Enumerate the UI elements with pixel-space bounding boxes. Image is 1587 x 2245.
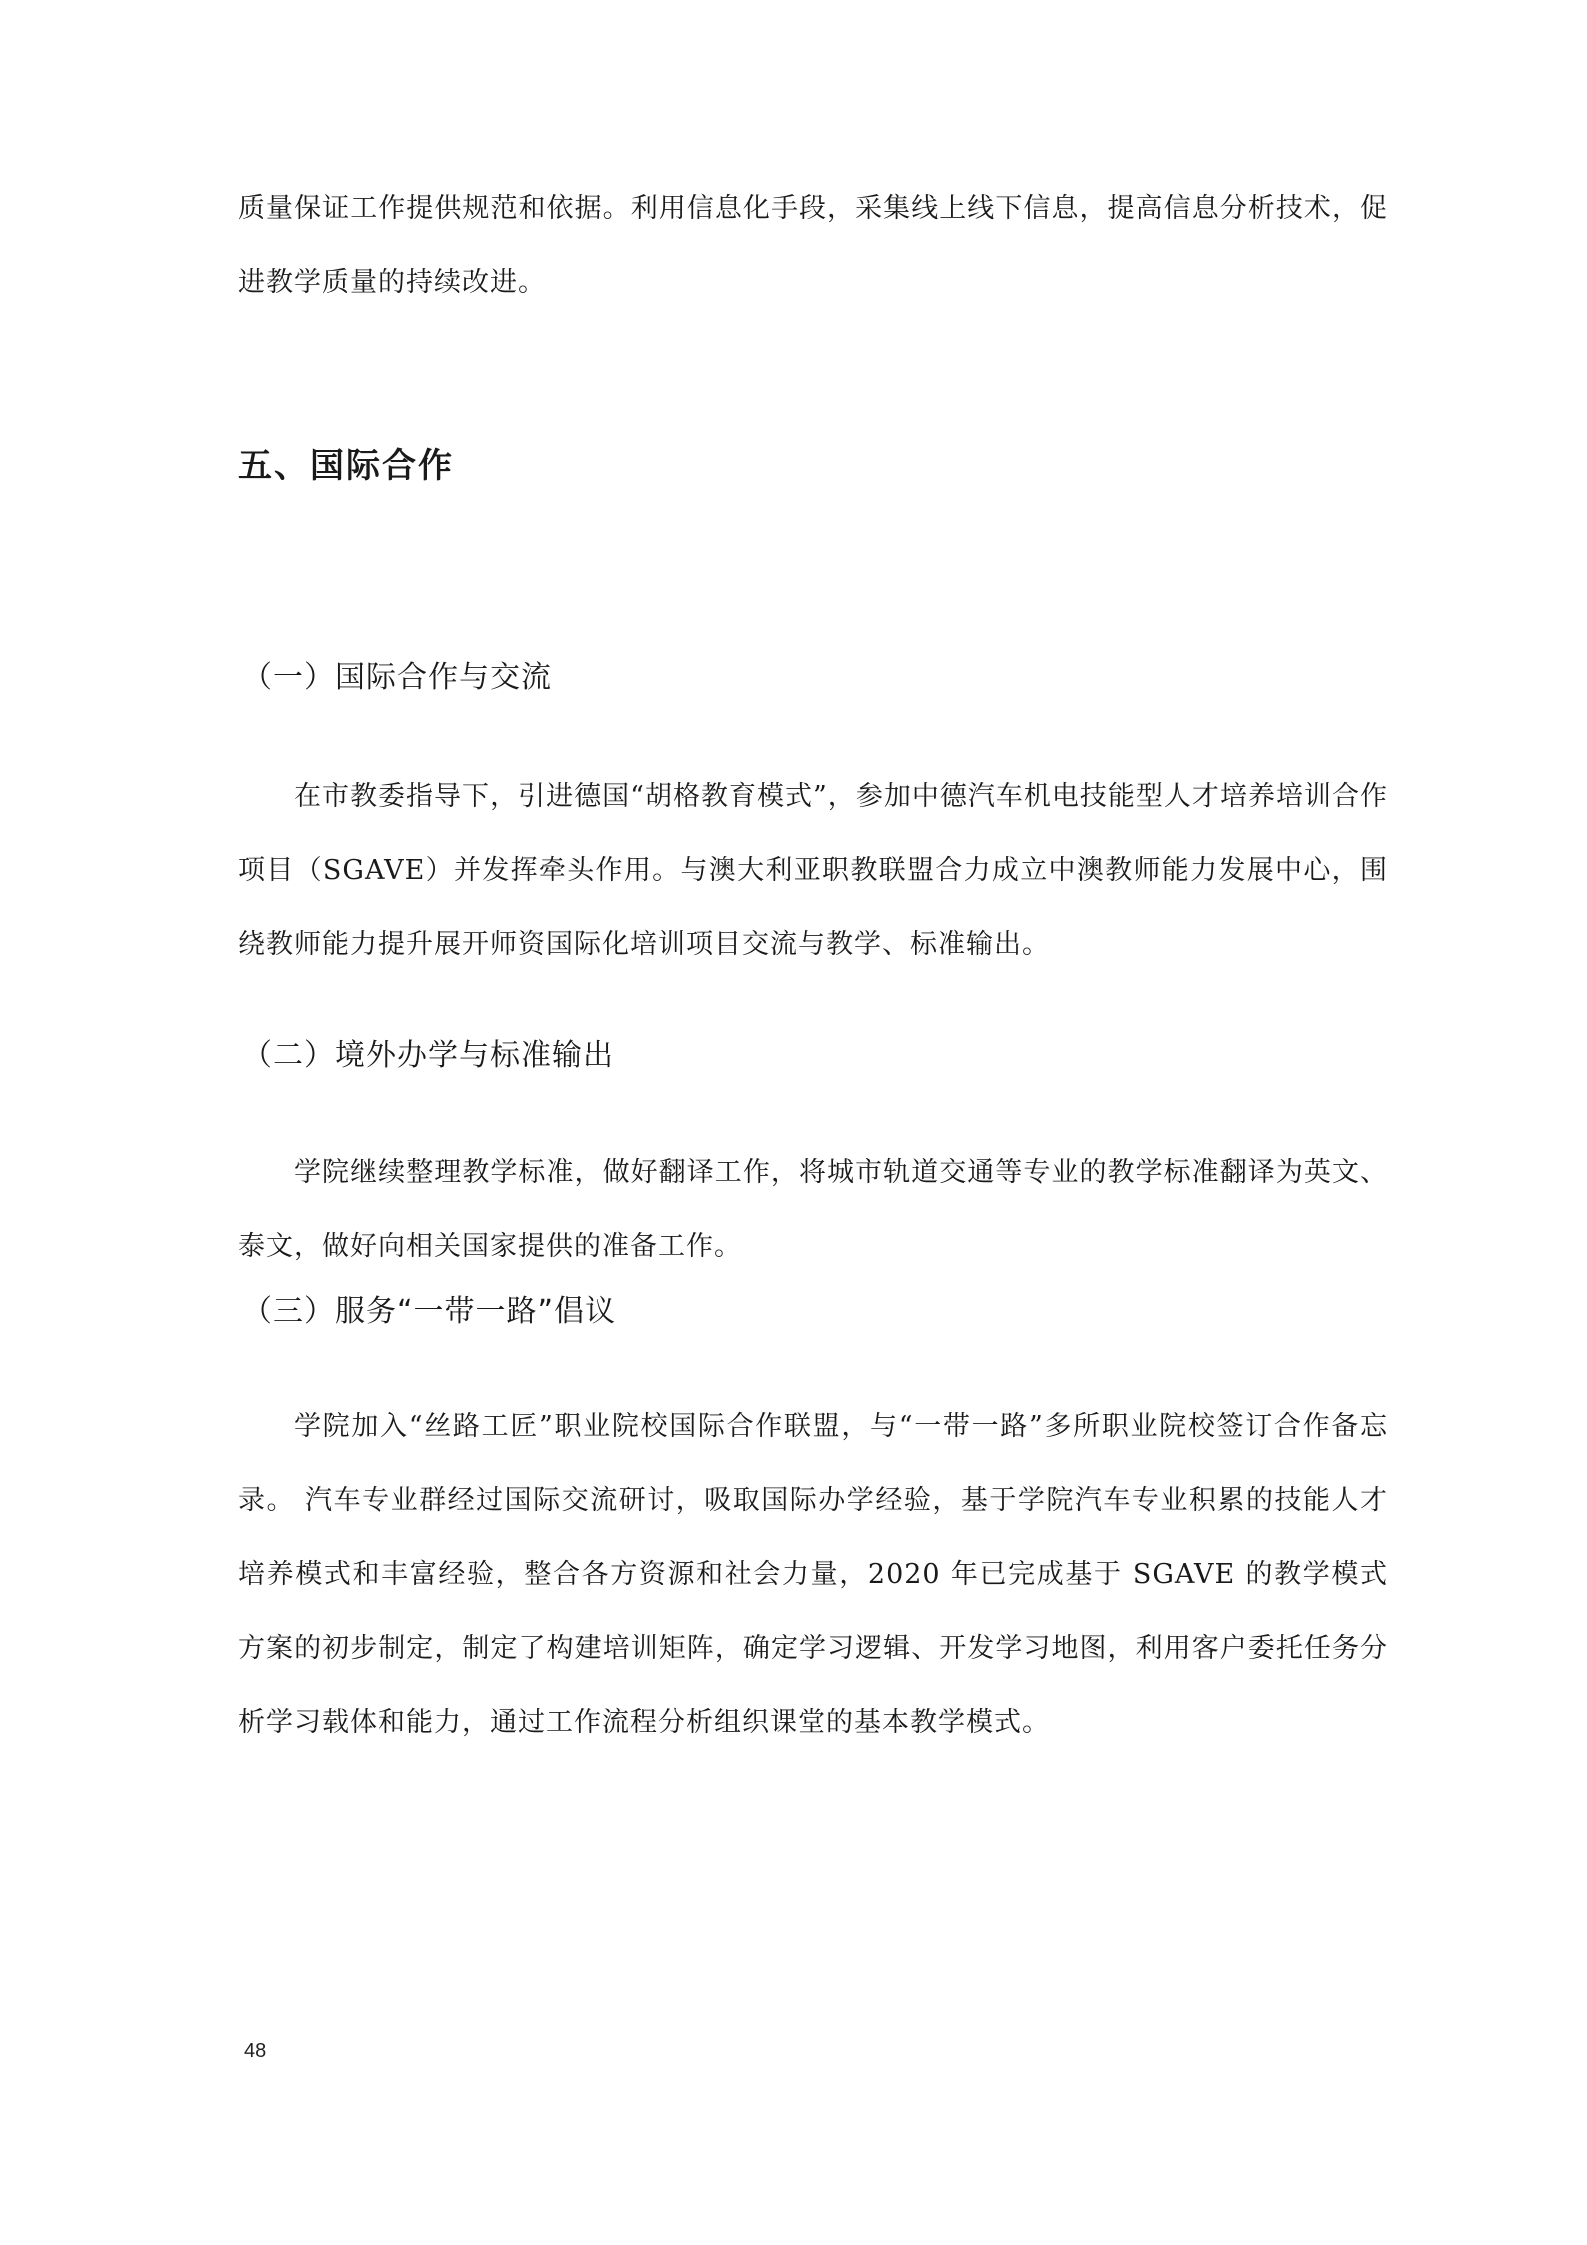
- subsection-body-3: 学院加入“丝路工匠”职业院校国际合作联盟，与“一带一路”多所职业院校签订合作备忘录。 汽车专业群经过国际交流研讨，吸取国际办学经验，基于学院汽车专业积累的技能人才培养模式和丰富经验，整合各方资源和社会力量，2020 年已完成基于 SGAVE 的教学模式方案的初步制定，制定了构建培训矩阵，确定学习逻辑、开发学习地图，利用客户委托任务分析学习载体和能力，通过工作流程分析组织课堂的基本教学模式。: [238, 1411, 1388, 1738]
- subsection-title-3: （三）服务“一带一路”倡议: [242, 1294, 617, 1329]
- subsection-body-1: 在市教委指导下，引进德国“胡格教育模式”，参加中德汽车机电技能型人才培养培训合作项目（SGAVE）并发挥牵头作用。与澳大利亚职教联盟合力成立中澳教师能力发展中心，围绕教师能力提升展开师资国际化培训项目交流与教学、标准输出。: [238, 781, 1388, 960]
- section-title: 五、国际合作: [238, 446, 454, 486]
- subsection-body-2: 学院继续整理教学标准，做好翻译工作，将城市轨道交通等专业的教学标准翻译为英文、泰文，做好向相关国家提供的准备工作。: [238, 1157, 1388, 1262]
- subsection-title-2: （二）境外办学与标准输出: [242, 1038, 614, 1073]
- subsection-title-1: （一）国际合作与交流: [242, 660, 552, 695]
- page-number: 48: [244, 2040, 267, 2062]
- intro-paragraph: 质量保证工作提供规范和依据。利用信息化手段，采集线上线下信息，提高信息分析技术，促进教学质量的持续改进。: [238, 193, 1388, 298]
